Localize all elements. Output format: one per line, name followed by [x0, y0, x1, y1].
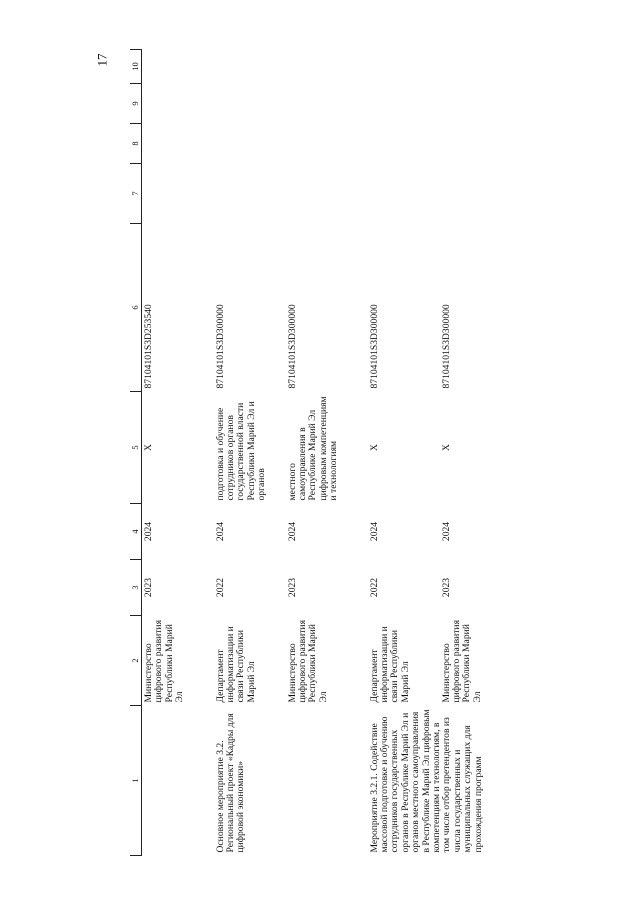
cell-result: местного самоуправления в Республике Марий Эл цифровым компетенциям и технологиям — [286, 396, 340, 501]
cell-end-year: 2024 — [143, 521, 154, 542]
cell-executor: Министерство цифрового развития Республики Марий Эл — [286, 620, 329, 703]
cell-start-year: 2022 — [368, 577, 380, 598]
cell-code: 87104101S3D300000 — [440, 304, 452, 389]
cell-code: 87104101S3D300000 — [368, 304, 380, 389]
cell-col10 — [142, 50, 212, 84]
cell-result: X — [143, 444, 154, 451]
cell-code: 87104101S3D300000 — [214, 304, 226, 389]
cell-col9 — [142, 84, 212, 124]
cell-col10 — [286, 50, 366, 84]
cell-activity — [142, 706, 212, 856]
cell-code: 87104101S3D253540 — [143, 304, 154, 389]
cell-code: 87104101S3D300000 — [286, 304, 298, 389]
cell-start-year: 2022 — [214, 577, 226, 598]
cell-activity: Мероприятие 3.2.1. Содействие массовой подготовке и обучению сотрудников государственных органов в Республике Марий Эл и органов местного самоуправления в Республике Марий Эл цифровым компетенциям и технологиям, в том числе отбор претендентов из числа государственных и муниципальных служащих для прохождения программ — [368, 709, 484, 853]
cell-end-year: 2024 — [286, 521, 298, 542]
column-header: 8 — [130, 124, 142, 164]
column-number-row — [130, 50, 142, 856]
column-header: 6 — [130, 224, 142, 392]
cell-activity: Основное мероприятие 3.2. Региональный проект «Кадры для цифровой экономики» — [214, 713, 247, 853]
cell-col8 — [440, 124, 548, 164]
column-header: 4 — [130, 504, 142, 560]
table-row — [366, 50, 440, 856]
cell-col7 — [286, 164, 366, 224]
cell-start-year: 2023 — [286, 577, 298, 598]
cell-col7 — [440, 164, 548, 224]
cell-result: X — [440, 444, 452, 451]
cell-start-year: 2023 — [143, 577, 154, 598]
cell-end-year: 2024 — [214, 521, 226, 542]
cell-col10 — [366, 50, 440, 84]
cell-col7 — [366, 164, 440, 224]
cell-executor: Департамент информатизации и связи Республики Марий Эл — [214, 626, 257, 703]
cell-executor: Министерство цифрового развития Республики Марий Эл — [440, 620, 483, 703]
table-row — [142, 50, 212, 856]
table-row — [286, 50, 366, 856]
cell-col8 — [286, 124, 366, 164]
cell-end-year: 2024 — [368, 521, 380, 542]
cell-col8 — [366, 124, 440, 164]
cell-end-year: 2024 — [440, 521, 452, 542]
cell-col8 — [142, 124, 212, 164]
column-header: 3 — [130, 560, 142, 616]
cell-col9 — [440, 84, 548, 124]
column-header: 1 — [130, 706, 142, 856]
cell-activity — [286, 706, 366, 856]
cell-col8 — [212, 124, 286, 164]
column-header: 2 — [130, 616, 142, 706]
column-header: 7 — [130, 164, 142, 224]
cell-start-year: 2023 — [440, 577, 452, 598]
cell-col9 — [286, 84, 366, 124]
cell-executor: Департамент информатизации и связи Республики Марий Эл — [368, 626, 411, 703]
cell-col10 — [212, 50, 286, 84]
cell-result: подготовка и обучение сотрудников органов государственной власти Республики Марий Эл и органов — [214, 401, 268, 501]
cell-col7 — [212, 164, 286, 224]
column-header: 5 — [130, 392, 142, 504]
cell-col7 — [142, 164, 212, 224]
cell-col10 — [440, 50, 548, 84]
cell-col9 — [212, 84, 286, 124]
cell-result: X — [368, 444, 380, 451]
column-header: 9 — [130, 84, 142, 124]
cell-executor: Министерство цифрового развития Республики Марий Эл — [143, 620, 186, 703]
table-row — [212, 50, 286, 856]
cell-col9 — [366, 84, 440, 124]
page-number: 17 — [94, 53, 110, 67]
program-table — [130, 49, 548, 856]
column-header: 10 — [130, 50, 142, 84]
